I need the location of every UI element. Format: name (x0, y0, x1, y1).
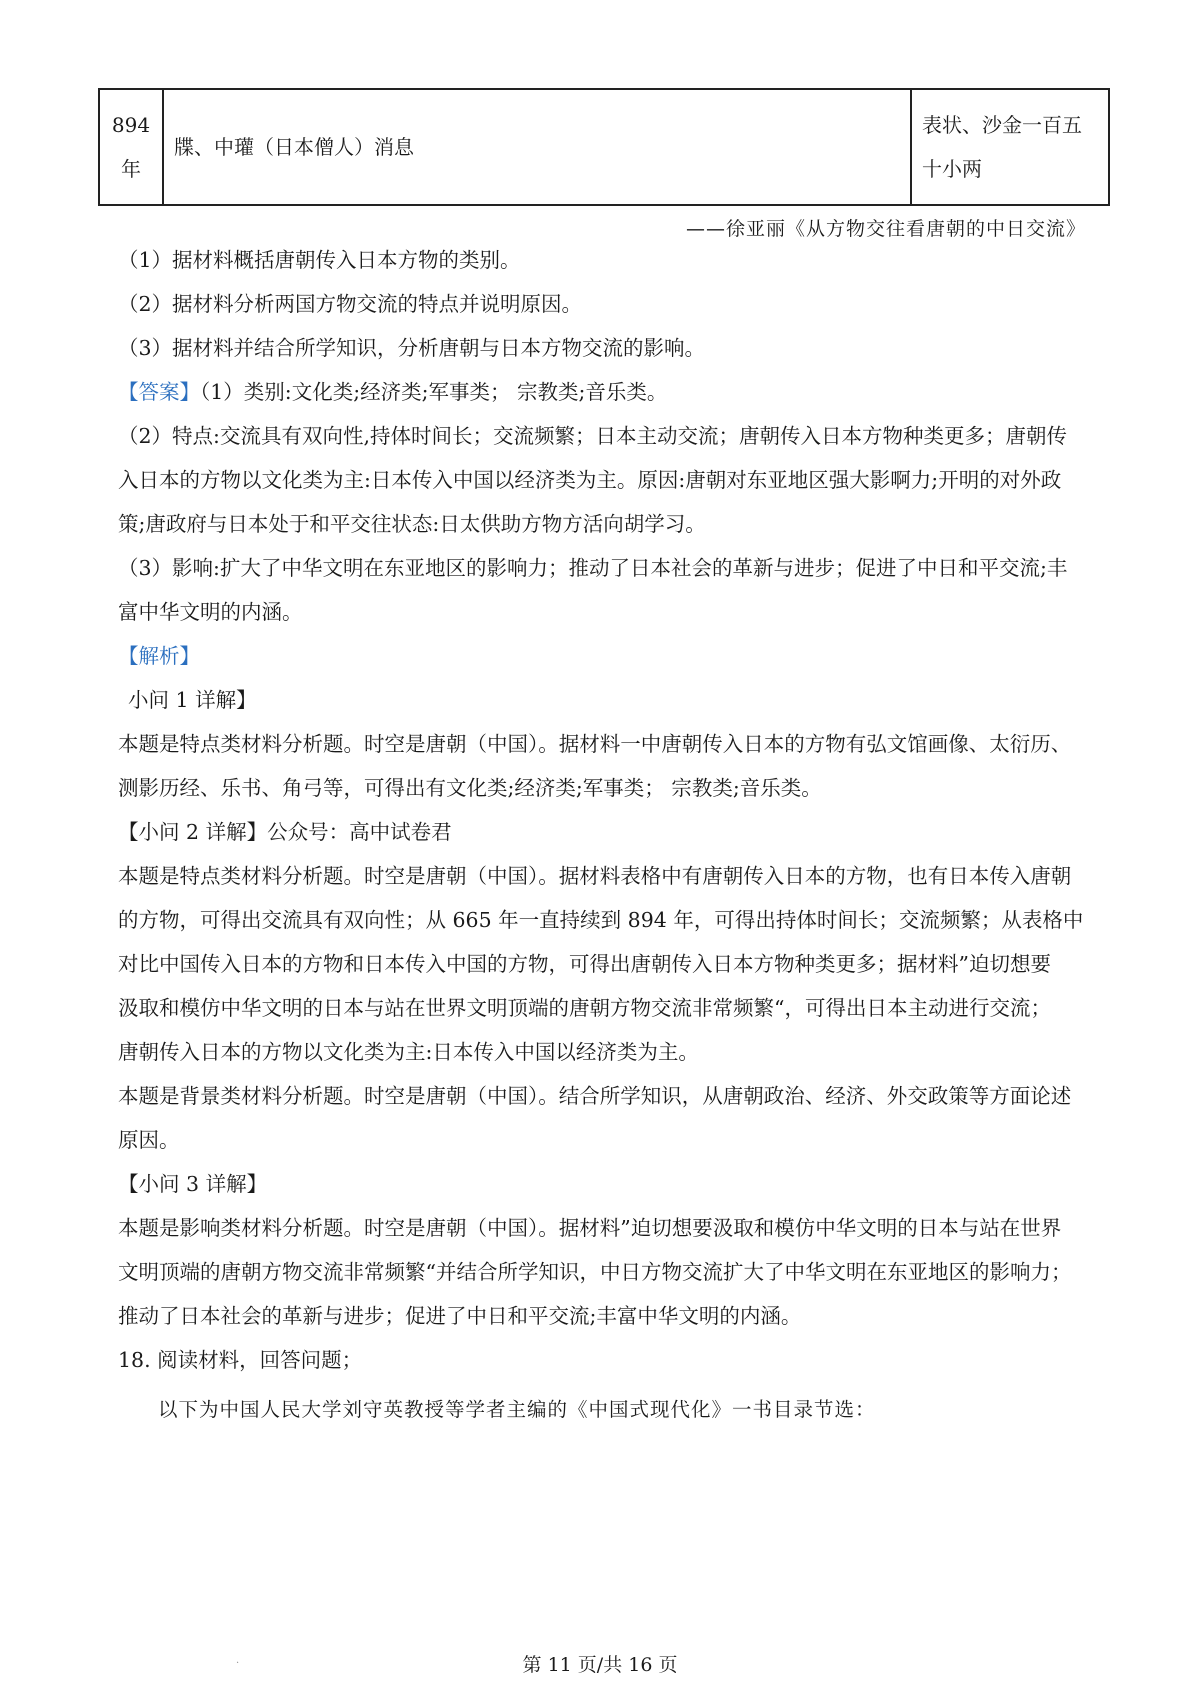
q3-heading: 【小问 3 详解】 (118, 1172, 268, 1196)
q2-line-7: 原因。 (118, 1128, 180, 1152)
answer-label: 【答案】 (118, 380, 200, 404)
material-source: ——徐亚丽《从方物交往看唐朝的中日交流》 (685, 218, 1086, 240)
year-unit: 年 (121, 157, 141, 181)
q2-heading: 【小问 2 详解】公众号：高中试卷君 (118, 820, 452, 844)
gift-line-2: 十小两 (922, 157, 982, 181)
gift-cell (911, 89, 1109, 205)
gift-line-1: 表状、沙金一百五 (922, 113, 1082, 137)
question-18-title: 18. 阅读材料，回答问题； (118, 1348, 363, 1372)
q2-line-1: 本题是特点类材料分析题。时空是唐朝（中国）。据材料表格中有唐朝传入日本的方物，也有日本传入唐朝 (118, 864, 1072, 888)
q2-line-5: 唐朝传入日本的方物以文化类为主:日本传入中国以经济类为主。 (118, 1040, 699, 1064)
question-2: （2）据材料分析两国方物交流的特点并说明原因。 (118, 292, 583, 316)
q3-line-3: 推动了日本社会的革新与进步；促进了中日和平交流;丰富中华文明的内涵。 (118, 1304, 802, 1328)
question-1: （1）据材料概括唐朝传入日本方物的类别。 (118, 248, 521, 272)
q3-line-1: 本题是影响类材料分析题。时空是唐朝（中国）。据材料”迫切想要汲取和模仿中华文明的日本与站在世界 (118, 1216, 1062, 1240)
analysis-label: 【解析】 (118, 644, 200, 668)
item-cell: 牒、中瓘（日本僧人）消息 (163, 89, 911, 205)
answer-1-text: （1）类别:文化类;经济类;军事类； 宗教类;音乐类。 (200, 380, 668, 404)
question-3: （3）据材料并结合所学知识，分析唐朝与日本方物交流的影响。 (118, 336, 706, 360)
page-footer: 第 11 页/共 16 页 (522, 1654, 678, 1676)
answer-3-line-2: 富中华文明的内涵。 (118, 600, 303, 624)
year-cell (99, 89, 163, 205)
answer-2-line-3: 策;唐政府与日本处于和平交往状态:日太供助方物方活向胡学习。 (118, 512, 706, 536)
table-row (99, 89, 1109, 205)
question-18-intro: 以下为中国人民大学刘守英教授等学者主编的《中国式现代化》一书目录节选： (158, 1398, 876, 1421)
q2-line-4: 汲取和模仿中华文明的日本与站在世界文明顶端的唐朝方物交流非常频繁“，可得出日本主动进行交流； (118, 996, 1051, 1020)
material-table-fragment (98, 88, 1110, 206)
page-mark: · (236, 1658, 240, 1669)
q1-heading: 小问 1 详解】 (128, 688, 257, 712)
answer-1 (118, 370, 1098, 414)
q3-line-2: 文明顶端的唐朝方物交流非常频繁“并结合所学知识，中日方物交流扩大了中华文明在东亚地区的影响力； (118, 1260, 1072, 1284)
answer-2-line-1: （2）特点:交流具有双向性,持体时间长；交流频繁；日本主动交流；唐朝传入日本方物种类更多；唐朝传 (118, 424, 1067, 448)
q2-line-3: 对比中国传入日本的方物和日本传入中国的方物，可得出唐朝传入日本方物种类更多；据材料”迫切想要 (118, 952, 1051, 976)
q1-line-2: 测影历经、乐书、角弓等，可得出有文化类;经济类;军事类； 宗教类;音乐类。 (118, 776, 822, 800)
answer-2-line-2: 入日本的方物以文化类为主:日本传入中国以经济类为主。原因:唐朝对东亚地区强大影啊力;开明的对外政 (118, 468, 1062, 492)
q1-line-1: 本题是特点类材料分析题。时空是唐朝（中国）。据材料一中唐朝传入日本的方物有弘文馆画像、太衍历、 (118, 732, 1072, 756)
answer-3-line-1: （3）影响:扩大了中华文明在东亚地区的影响力；推动了日本社会的革新与进步；促进了中日和平交流;丰 (118, 556, 1068, 580)
year-number: 894 (111, 113, 151, 137)
q2-line-6: 本题是背景类材料分析题。时空是唐朝（中国）。结合所学知识，从唐朝政治、经济、外交政策等方面论述 (118, 1084, 1072, 1108)
q2-line-2: 的方物，可得出交流具有双向性；从 665 年一直持续到 894 年，可得出持体时间长；交流频繁；从表格中 (118, 908, 1084, 932)
